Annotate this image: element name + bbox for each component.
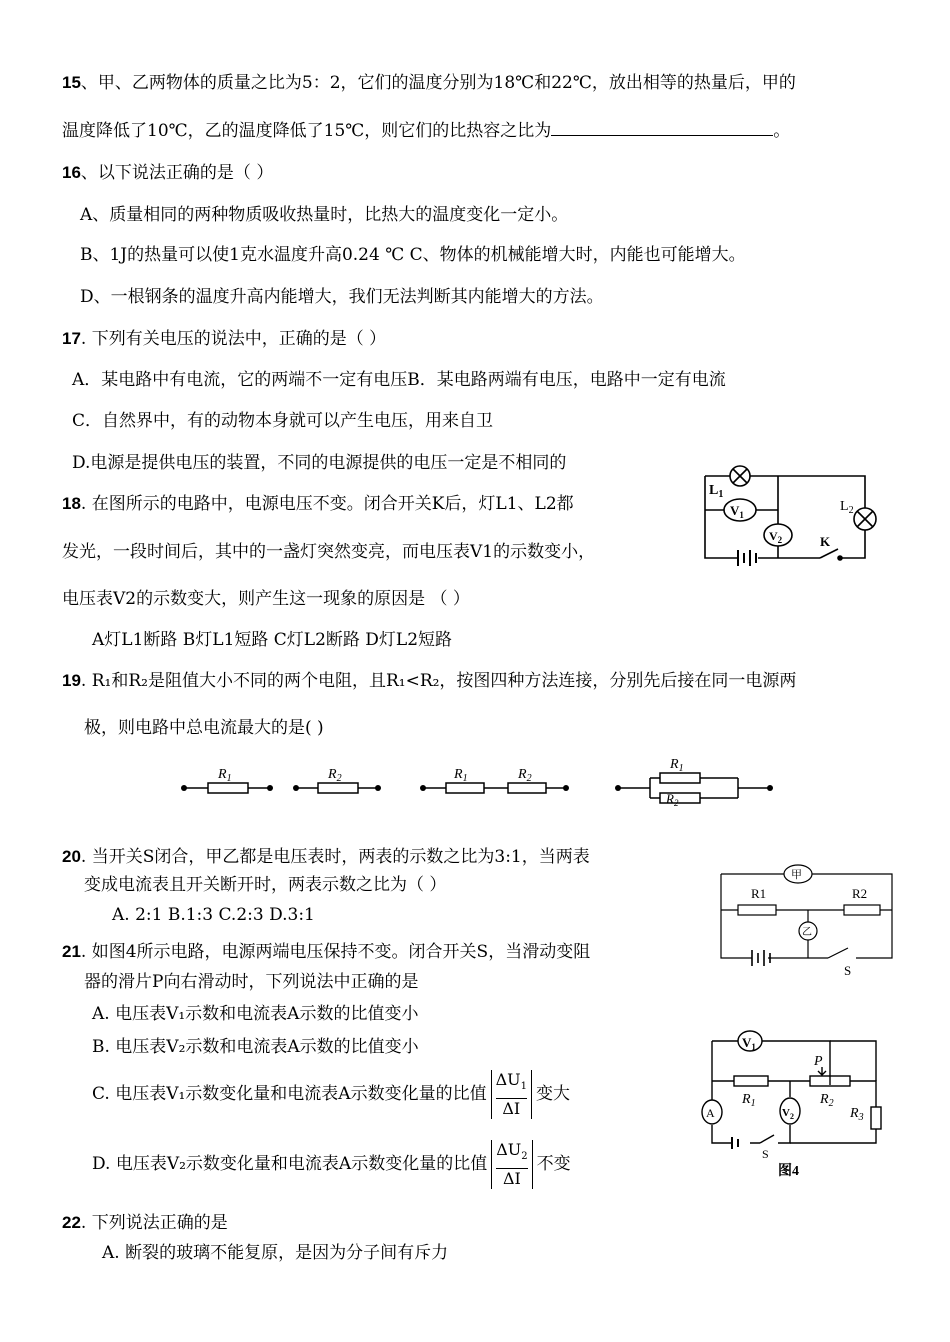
answer-blank (551, 119, 773, 136)
svg-text:R1: $R_1$ (454, 767, 468, 784)
svg-text:R1: $R_1$ (218, 767, 232, 784)
q22-stem: 22. 下列说法正确的是 (62, 1213, 228, 1233)
q16-option-a: A、质量相同的两种物质吸收热量时，比热大的温度变化一定小。 (80, 205, 569, 225)
q15-line2: 温度降低了10℃，乙的温度降低了15℃，则它们的比热容之比为 。 (62, 121, 791, 141)
svg-text:V1: $V_1$ (742, 1035, 756, 1052)
q21-option-d: D. 电压表V₂示数变化量和电流表A示数变化量的比值 $\frac{\Delta U_2}{\Delta I}$ 不变 (92, 1140, 571, 1188)
svg-text:R2: $R_2$ (666, 791, 679, 808)
svg-text:R1: R1 (751, 886, 767, 901)
svg-text:R2: $R_2$ (328, 767, 342, 784)
q22-option-a: A. 断裂的玻璃不能复原，是因为分子间有斥力 (102, 1243, 449, 1263)
q20-line2: 变成电流表且开关断开时，两表示数之比为（ ） (84, 875, 447, 895)
svg-text:L2: $L_2$ (840, 499, 854, 516)
q21-option-c: C. 电压表V₁示数变化量和电流表A示数变化量的比值 $\frac{\Delta U_1}{\Delta I}$ 变大 (92, 1070, 570, 1118)
q19-resistor-figures (178, 756, 778, 806)
q18-line1: 18. 在图所示的电路中，电源电压不变。闭合开关K后，灯L1、L2都 (62, 494, 574, 514)
q20-line1: 20. 当开关S闭合，甲乙都是电压表时，两表的示数之比为3:1，当两表 (62, 847, 590, 867)
svg-text:R3: $R_3$ (850, 1106, 864, 1123)
svg-text:S: S (844, 963, 852, 978)
svg-text:乙: 乙 (802, 927, 812, 938)
q21-option-b: B. 电压表V₂示数和电流表A示数的比值变小 (92, 1037, 419, 1057)
q20-circuit-figure (716, 860, 900, 978)
fraction-delta-u2-over-delta-i: $\frac{\Delta U_2}{\Delta I}$ (491, 1140, 532, 1188)
svg-text:K: K (820, 534, 831, 549)
svg-text:L1: $L_1$ (709, 483, 724, 500)
svg-text:甲: 甲 (791, 869, 802, 881)
q21-circuit-figure (700, 1025, 890, 1185)
svg-text:V1: $V_1$ (730, 503, 744, 520)
q17-option-a-b: A．某电路中有电流，它的两端不一定有电压B．某电路两端有电压，电路中一定有电流 (72, 370, 726, 390)
svg-text:A: A (706, 1106, 715, 1120)
svg-text:S: S (762, 1147, 769, 1161)
q17-option-c: C．自然界中，有的动物本身就可以产生电压，用来自卫 (72, 411, 494, 431)
q15-line1: 15、甲、乙两物体的质量之比为5：2，它们的温度分别为18℃和22℃，放出相等的热量后，甲的 (62, 73, 796, 93)
svg-text:R2: R2 (852, 886, 868, 901)
q21-option-a: A. 电压表V₁示数和电流表A示数的比值变小 (92, 1004, 419, 1024)
q20-options: A. 2:1 B.1:3 C.2:3 D.3:1 (112, 905, 315, 925)
q19-line1: 19. R₁和R₂是阻值大小不同的两个电阻，且R₁<R₂，按图四种方法连接，分别先后接在同一电源两 (62, 671, 797, 691)
q16-option-b-c: B、1J的热量可以使1克水温度升高0.24 ℃ C、物体的机械能增大时，内能也可能增大。 (80, 245, 746, 265)
q18-line2: 发光，一段时间后，其中的一盏灯突然变亮，而电压表V1的示数变小， (62, 542, 596, 562)
q21-line2: 器的滑片P向右滑动时，下列说法中正确的是 (84, 972, 419, 992)
q17-option-d: D.电源是提供电压的装置，不同的电源提供的电压一定是不相同的 (72, 453, 567, 473)
svg-text:R2: $R_2$ (518, 767, 532, 784)
q16-stem: 16、以下说法正确的是（ ） (62, 163, 274, 183)
svg-text:图4: 图4 (778, 1164, 799, 1179)
svg-text:V2: $V_2$ (782, 1107, 794, 1121)
q18-circuit-figure (700, 458, 890, 568)
svg-text:R1: $R_1$ (670, 757, 684, 774)
q18-line3: 电压表V2的示数变大，则产生这一现象的原因是 （ ） (62, 589, 470, 609)
fraction-delta-u1-over-delta-i: $\frac{\Delta U_1}{\Delta I}$ (491, 1070, 532, 1118)
svg-text:R2: $R_2$ (820, 1092, 834, 1109)
q16-option-d: D、一根钢条的温度升高内能增大，我们无法判断其内能增大的方法。 (80, 287, 604, 307)
q21-line1: 21. 如图4所示电路，电源两端电压保持不变。闭合开关S，当滑动变阻 (62, 942, 591, 962)
q17-stem: 17. 下列有关电压的说法中，正确的是（ ） (62, 329, 387, 349)
svg-text:R1: $R_1$ (742, 1092, 756, 1109)
q18-options: A灯L1断路 B灯L1短路 C灯L2断路 D灯L2短路 (92, 630, 453, 650)
q19-line2: 极，则电路中总电流最大的是( ) (84, 718, 324, 738)
svg-text:V2: $V_2$ (769, 529, 783, 545)
svg-text:P: P (814, 1054, 823, 1069)
